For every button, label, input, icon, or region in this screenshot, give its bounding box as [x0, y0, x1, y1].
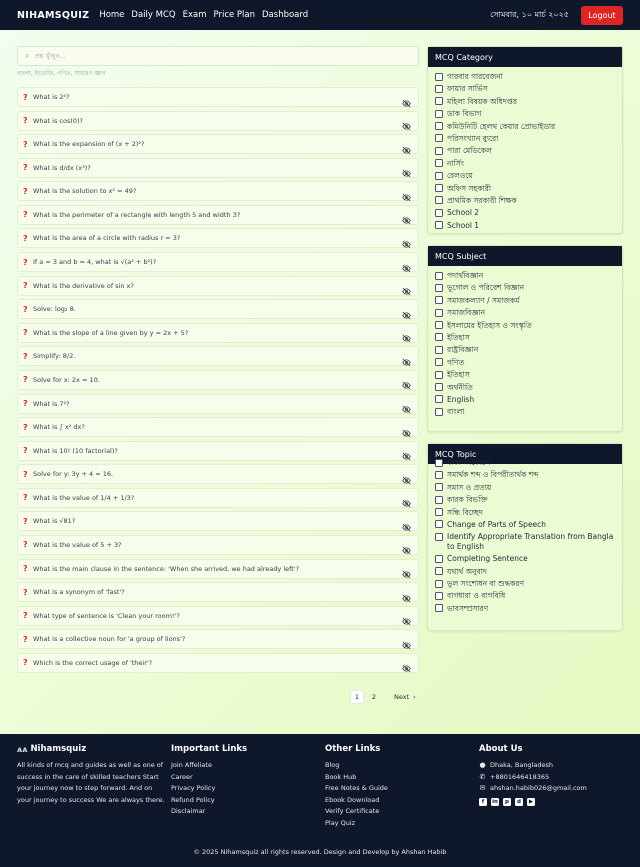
- next-label: Next: [394, 693, 410, 701]
- eye-off-icon[interactable]: [402, 446, 411, 455]
- checkbox[interactable]: [435, 97, 443, 105]
- subject-label: ইতিহাস: [447, 332, 470, 342]
- subject-item[interactable]: [435, 333, 615, 343]
- category-label: ডাক বিভাগ: [447, 109, 482, 119]
- category-item[interactable]: [435, 109, 615, 119]
- question-mark-icon: ?: [23, 281, 28, 291]
- question-item[interactable]: [17, 111, 419, 131]
- question-text: If a = 3 and b = 4, what is √(a² + b²)?: [33, 258, 157, 267]
- discord-icon[interactable]: d: [515, 798, 523, 806]
- checkbox[interactable]: [435, 196, 443, 204]
- eye-off-icon[interactable]: [402, 658, 411, 667]
- question-mark-icon: ?: [23, 422, 28, 432]
- category-item[interactable]: [435, 146, 615, 156]
- social-icons: [479, 798, 587, 806]
- brand-logo[interactable]: NIHAMSQUIZ: [17, 9, 90, 21]
- subject-label: বাংলা: [447, 407, 465, 417]
- eye-off-icon[interactable]: [402, 635, 411, 644]
- youtube-icon[interactable]: ▶: [528, 798, 534, 805]
- address-text: Dhaka, Bangladesh: [490, 761, 553, 769]
- footer-link-privacy-policy[interactable]: Privacy Policy: [171, 784, 216, 792]
- pagination: [350, 690, 416, 704]
- mcq-category-title: MCQ Category: [428, 47, 622, 67]
- category-label: প্রাথমিক সরকারী শিক্ষক: [447, 195, 517, 205]
- question-item[interactable]: [17, 370, 419, 390]
- eye-off-icon[interactable]: [402, 93, 411, 102]
- checkbox[interactable]: [435, 122, 443, 130]
- question-text: What is the slope of a line given by y = 2x + 5?: [33, 328, 189, 337]
- category-label: School 1: [447, 220, 480, 230]
- subject-item[interactable]: [435, 296, 615, 306]
- category-label: School 2: [447, 208, 480, 218]
- checkbox[interactable]: [435, 533, 443, 541]
- category-label: নার্সিং: [447, 158, 464, 168]
- question-item[interactable]: [17, 205, 419, 225]
- eye-off-icon[interactable]: [402, 116, 411, 125]
- category-item[interactable]: [435, 72, 615, 82]
- topic-label: কারক বিভক্তি: [447, 495, 488, 505]
- checkbox[interactable]: [435, 284, 443, 292]
- question-mark-icon: ?: [23, 516, 28, 526]
- subject-label: সমাজবিজ্ঞান: [447, 308, 486, 318]
- eye-off-icon[interactable]: [402, 375, 411, 384]
- topic-item[interactable]: [435, 532, 615, 551]
- topic-item[interactable]: [435, 554, 615, 564]
- question-mark-icon: ?: [23, 186, 28, 196]
- question-mark-icon: ?: [23, 304, 28, 314]
- subject-item[interactable]: [435, 308, 615, 318]
- eye-off-icon[interactable]: [402, 258, 411, 267]
- question-mark-icon: ?: [23, 92, 28, 102]
- topic-label: Completing Sentence: [447, 554, 528, 564]
- mcq-subject-title: MCQ Subject: [428, 246, 622, 266]
- footer-link-verify-certificate[interactable]: Verify Certificate: [325, 807, 380, 815]
- location-pin-icon: ●: [479, 761, 486, 769]
- eye-off-icon[interactable]: [402, 588, 411, 597]
- question-text: What is 10! (10 factorial)?: [33, 446, 118, 455]
- question-mark-icon: ?: [23, 658, 28, 668]
- subject-label: English: [447, 394, 475, 404]
- checkbox[interactable]: [435, 309, 443, 317]
- question-mark-icon: ?: [23, 233, 28, 243]
- footer-about-col: [17, 744, 165, 806]
- category-label: রেলওয়ে: [447, 171, 473, 181]
- category-item[interactable]: [435, 134, 615, 144]
- question-item[interactable]: [17, 299, 419, 319]
- question-mark-icon: ?: [23, 351, 28, 361]
- mcq-subject-list: [428, 266, 622, 431]
- checkbox[interactable]: [435, 371, 443, 379]
- subject-label: ভূগোল ও পরিবেশ বিজ্ঞান: [447, 283, 525, 293]
- next-page-button[interactable]: [394, 693, 416, 701]
- eye-off-icon[interactable]: [402, 210, 411, 219]
- question-text: What type of sentence is 'Clean your room!'?: [33, 611, 180, 620]
- question-item[interactable]: [17, 582, 419, 602]
- checkbox[interactable]: [435, 483, 443, 491]
- checkbox[interactable]: [435, 73, 443, 81]
- subject-item[interactable]: [435, 271, 615, 281]
- question-text: What is the main clause in the sentence: 'When she arrived, we had already left'?: [33, 564, 300, 573]
- search-icon: ⌕: [25, 51, 30, 60]
- question-text: Solve: log₂ 8.: [33, 305, 76, 314]
- checkbox[interactable]: [435, 567, 443, 575]
- page-button-1[interactable]: 1: [350, 690, 364, 704]
- linkedin-icon[interactable]: in: [492, 798, 498, 805]
- category-item[interactable]: [435, 184, 615, 194]
- footer-about-line: success in the care of skilled teachers Start: [17, 772, 159, 781]
- question-item[interactable]: [17, 653, 419, 673]
- mcq-category-panel: [427, 46, 623, 234]
- chevron-right-icon: ›: [413, 693, 416, 701]
- footer-phone[interactable]: [479, 772, 587, 784]
- eye-off-icon[interactable]: [402, 517, 411, 526]
- nav-link-daily-mcq[interactable]: Daily MCQ: [131, 10, 176, 20]
- question-item[interactable]: [17, 606, 419, 626]
- topic-label: সমার্থক শব্দ ও বিপরীতার্থক শব্দ: [447, 470, 539, 480]
- question-item[interactable]: [17, 441, 419, 461]
- eye-off-icon[interactable]: [402, 352, 411, 361]
- question-mark-icon: ?: [23, 139, 28, 149]
- eye-off-icon[interactable]: [402, 611, 411, 620]
- question-text: What is the derivative of sin x?: [33, 281, 134, 290]
- topic-label: সন্ধি বিচ্ছেদ: [447, 507, 483, 517]
- footer-link-ebook-download[interactable]: Ebook Download: [325, 795, 380, 804]
- eye-off-icon[interactable]: [402, 187, 411, 196]
- mcq-topic-panel: [427, 443, 623, 631]
- topic-label: ভাবসম্প্রসারণ: [447, 603, 489, 613]
- current-date: সোমবার, ১০ মার্চ ২০২৫: [490, 9, 569, 19]
- footer-brand: [17, 744, 165, 754]
- eye-off-icon[interactable]: [402, 163, 411, 172]
- logout-button[interactable]: Logout: [581, 6, 623, 25]
- phone-text: +8801646418365: [490, 772, 550, 781]
- question-text: What is the perimeter of a rectangle with length 5 and width 3?: [33, 210, 241, 219]
- footer-important-title: Important Links: [171, 744, 248, 754]
- eye-off-icon[interactable]: [402, 234, 411, 243]
- category-label: পারা মেডিকেল: [447, 146, 492, 156]
- footer-link-free-notes[interactable]: Free Notes & Guide: [325, 784, 388, 792]
- footer-other-title: Other Links: [325, 744, 381, 754]
- checkbox[interactable]: [435, 496, 443, 504]
- checkbox[interactable]: [435, 333, 443, 341]
- question-text: What is the expansion of (x + 2)²?: [33, 140, 145, 149]
- category-item[interactable]: [435, 171, 615, 181]
- copyright: © 2025 Nihamsquiz all rights reserved. Design and Develop by Ahshan Habib: [193, 848, 447, 856]
- checkbox[interactable]: [435, 555, 443, 563]
- category-item[interactable]: [435, 208, 615, 218]
- footer-other-col: [325, 744, 388, 829]
- subject-item[interactable]: [435, 370, 615, 380]
- subject-label: পদার্থবিজ্ঞান: [447, 271, 484, 280]
- checkbox[interactable]: [435, 272, 443, 280]
- topic-item[interactable]: [435, 520, 615, 530]
- nav-link-dashboard[interactable]: Dashboard: [262, 10, 309, 20]
- topic-item[interactable]: [435, 567, 615, 577]
- footer-link-disclaimar[interactable]: Disclaimar: [171, 807, 206, 815]
- nav-right: [490, 6, 623, 25]
- category-item[interactable]: [435, 159, 615, 169]
- question-text: What is a synonym of 'fast'?: [33, 588, 125, 597]
- question-text: What is √81?: [33, 517, 76, 526]
- category-label: ফায়ার সার্ভিস: [447, 84, 488, 94]
- category-item[interactable]: [435, 84, 615, 94]
- page-button-2[interactable]: 2: [371, 693, 377, 701]
- email-text: ahshan.habib026@gmail.com: [490, 784, 587, 792]
- topic-item[interactable]: [435, 604, 615, 614]
- footer-brand-name: Nihamsquiz: [30, 744, 87, 754]
- footer-about-title: About Us: [479, 744, 523, 754]
- subject-label: সমাজকল্যাণ / সমাজকর্ম: [447, 295, 520, 305]
- subject-label: অর্থনীতি: [447, 382, 473, 392]
- subject-item[interactable]: [435, 383, 615, 393]
- mcq-topic-title: MCQ Topic: [428, 444, 622, 464]
- footer-important-col: [171, 744, 247, 818]
- footer: [0, 734, 640, 867]
- checkbox[interactable]: [435, 85, 443, 93]
- checkbox[interactable]: [435, 604, 443, 612]
- question-item[interactable]: [17, 464, 419, 484]
- checkbox[interactable]: [435, 508, 443, 516]
- question-item[interactable]: [17, 488, 419, 508]
- facebook-icon[interactable]: f: [479, 798, 487, 806]
- search-input[interactable]: [17, 46, 419, 66]
- question-list: [17, 87, 419, 676]
- category-item[interactable]: [435, 221, 615, 231]
- checkbox[interactable]: [435, 383, 443, 391]
- question-item[interactable]: [17, 181, 419, 201]
- footer-about-line: your journey now to step forward. And on: [17, 784, 153, 792]
- footer-link-refund-policy[interactable]: Refund Policy: [171, 795, 215, 804]
- pinterest-icon[interactable]: p: [503, 798, 511, 806]
- logo-icon: ᴀᴀ: [17, 744, 28, 754]
- checkbox[interactable]: [435, 296, 443, 304]
- question-text: Solve for x: 2x = 10.: [33, 375, 100, 384]
- question-text: What is 7²?: [33, 399, 70, 408]
- question-mark-icon: ?: [23, 540, 28, 550]
- question-item[interactable]: [17, 323, 419, 343]
- category-label: গারবার গারবেজনা: [447, 72, 503, 81]
- question-item[interactable]: [17, 346, 419, 366]
- footer-link-play-quiz[interactable]: Play Quiz: [325, 818, 356, 827]
- checkbox[interactable]: [435, 358, 443, 366]
- question-text: Which is the correct usage of 'their'?: [33, 658, 153, 667]
- question-mark-icon: ?: [23, 257, 28, 267]
- question-text: What is the area of a circle with radius r = 3?: [33, 234, 181, 243]
- topic-label: Identify Appropriate Translation from Bangla to English: [447, 532, 614, 551]
- question-item[interactable]: [17, 559, 419, 579]
- topic-label: Change of Parts of Speech: [447, 519, 547, 529]
- category-label: মহিলা বিষয়ক অধিদপ্তর: [447, 96, 517, 106]
- checkbox[interactable]: [435, 147, 443, 155]
- checkbox[interactable]: [435, 580, 443, 588]
- eye-off-icon[interactable]: [402, 423, 411, 432]
- topic-item[interactable]: [435, 458, 615, 468]
- checkbox[interactable]: [435, 221, 443, 229]
- question-text: Simplify: 8/2.: [33, 352, 76, 361]
- checkbox[interactable]: [435, 408, 443, 416]
- eye-off-icon[interactable]: [402, 140, 411, 149]
- eye-off-icon[interactable]: [402, 399, 411, 408]
- question-mark-icon: ?: [23, 163, 28, 173]
- mcq-category-list: [428, 67, 622, 233]
- topic-item[interactable]: [435, 508, 615, 518]
- question-item[interactable]: [17, 158, 419, 178]
- question-item[interactable]: [17, 629, 419, 649]
- eye-off-icon[interactable]: [402, 540, 411, 549]
- checkbox[interactable]: [435, 395, 443, 403]
- question-mark-icon: ?: [23, 210, 28, 220]
- eye-off-icon[interactable]: [402, 281, 411, 290]
- topic-label: ভুল সংশোধন বা শুদ্ধকরণ: [447, 579, 525, 589]
- footer-address: [479, 760, 587, 772]
- nav-link-home[interactable]: Home: [99, 10, 125, 20]
- question-mark-icon: ?: [23, 493, 28, 503]
- question-item[interactable]: [17, 394, 419, 414]
- category-item[interactable]: [435, 97, 615, 107]
- subject-item[interactable]: [435, 321, 615, 331]
- search-hint: বাংলা, ইংরেজি, গণিত, সাধারণ জ্ঞান: [17, 70, 106, 77]
- category-label: পরিসংখ্যান ব্যুরো: [447, 133, 499, 143]
- question-mark-icon: ?: [23, 399, 28, 409]
- topic-item[interactable]: [435, 591, 615, 601]
- checkbox[interactable]: [435, 346, 443, 354]
- checkbox[interactable]: [435, 134, 443, 142]
- question-mark-icon: ?: [23, 611, 28, 621]
- footer-about-line: your journey to success We are always there.: [17, 795, 165, 804]
- question-text: What is cos(0)?: [33, 116, 83, 125]
- checkbox[interactable]: [435, 209, 443, 217]
- question-item[interactable]: [17, 252, 419, 272]
- footer-link-join-affeliate[interactable]: Join Affeliate: [171, 761, 212, 769]
- mcq-subject-panel: [427, 245, 623, 432]
- footer-link-career[interactable]: Career: [171, 772, 193, 781]
- footer-link-book-hub[interactable]: Book Hub: [325, 772, 357, 781]
- question-item[interactable]: [17, 417, 419, 437]
- category-label: কমিউনিটি হেলথ কেয়ার প্রোভাইডার: [447, 121, 556, 131]
- checkbox[interactable]: [435, 321, 443, 329]
- question-text: What is d/dx (x³)?: [33, 163, 91, 172]
- checkbox[interactable]: [435, 459, 443, 467]
- topic-item[interactable]: [435, 483, 615, 493]
- eye-off-icon[interactable]: [402, 493, 411, 502]
- question-text: What is the value of 5 + 3?: [33, 540, 122, 549]
- question-text: What is ∫ x² dx?: [33, 423, 85, 432]
- category-item[interactable]: [435, 122, 615, 132]
- footer-email[interactable]: [479, 783, 587, 795]
- checkbox[interactable]: [435, 592, 443, 600]
- mcq-topic-list: [428, 458, 622, 624]
- subject-item[interactable]: [435, 283, 615, 293]
- eye-off-icon[interactable]: [402, 564, 411, 573]
- topic-label: বাক্য সংকোচন: [447, 458, 491, 467]
- category-label: অফিস সহকারী: [447, 183, 492, 193]
- question-mark-icon: ?: [23, 587, 28, 597]
- question-mark-icon: ?: [23, 328, 28, 338]
- checkbox[interactable]: [435, 159, 443, 167]
- nav-link-exam[interactable]: Exam: [182, 10, 207, 20]
- footer-link-blog[interactable]: Blog: [325, 761, 340, 769]
- footer-about-line: All kinds of mcq and guides as well as one of: [17, 761, 164, 769]
- question-item[interactable]: [17, 134, 419, 154]
- topic-label: বাগধারা ও বাগবিধি: [447, 591, 506, 601]
- subject-item[interactable]: [435, 358, 615, 368]
- topic-item[interactable]: [435, 495, 615, 505]
- question-item[interactable]: [17, 511, 419, 531]
- eye-off-icon[interactable]: [402, 305, 411, 314]
- navbar: [0, 0, 640, 30]
- eye-off-icon[interactable]: [402, 470, 411, 479]
- checkbox[interactable]: [435, 184, 443, 192]
- question-mark-icon: ?: [23, 446, 28, 456]
- question-text: Solve for y: 3y + 4 = 16.: [33, 470, 114, 479]
- question-item[interactable]: [17, 535, 419, 555]
- question-mark-icon: ?: [23, 375, 28, 385]
- topic-label: যথার্থ অনুবাদ: [447, 566, 487, 576]
- topic-label: সমাস ও প্রত্যয়: [447, 482, 492, 492]
- question-item[interactable]: [17, 276, 419, 296]
- question-text: What is the solution to x² = 49?: [33, 187, 137, 196]
- search-placeholder: প্রশ্ন খুঁজুন...: [34, 51, 66, 60]
- subject-label: ইতিহাস: [447, 370, 470, 380]
- question-text: What is 2⁵?: [33, 93, 70, 101]
- question-item[interactable]: [17, 228, 419, 248]
- envelope-icon: ✉: [479, 784, 486, 792]
- checkbox[interactable]: [435, 520, 443, 528]
- question-item[interactable]: [17, 87, 419, 107]
- nav-link-price-plan[interactable]: Price Plan: [213, 10, 256, 20]
- question-mark-icon: ?: [23, 116, 28, 126]
- category-item[interactable]: [435, 196, 615, 206]
- subject-label: ইসলামের ইতিহাস ও সংস্কৃতি: [447, 320, 532, 330]
- question-mark-icon: ?: [23, 634, 28, 644]
- topic-item[interactable]: [435, 470, 615, 480]
- question-mark-icon: ?: [23, 469, 28, 479]
- subject-label: রাষ্ট্রবিজ্ঞান: [447, 345, 479, 355]
- checkbox[interactable]: [435, 172, 443, 180]
- question-mark-icon: ?: [23, 564, 28, 574]
- topic-item[interactable]: [435, 579, 615, 589]
- subject-label: গণিত: [447, 357, 465, 367]
- subject-item[interactable]: [435, 407, 615, 417]
- checkbox[interactable]: [435, 110, 443, 118]
- phone-icon: ✆: [479, 772, 486, 781]
- question-text: What is a collective noun for 'a group of lions'?: [33, 635, 186, 644]
- question-text: What is the value of 1/4 + 1/3?: [33, 493, 135, 502]
- subject-item[interactable]: [435, 395, 615, 405]
- eye-off-icon[interactable]: [402, 328, 411, 337]
- footer-contact-col: [479, 744, 587, 806]
- checkbox[interactable]: [435, 471, 443, 479]
- subject-item[interactable]: [435, 345, 615, 355]
